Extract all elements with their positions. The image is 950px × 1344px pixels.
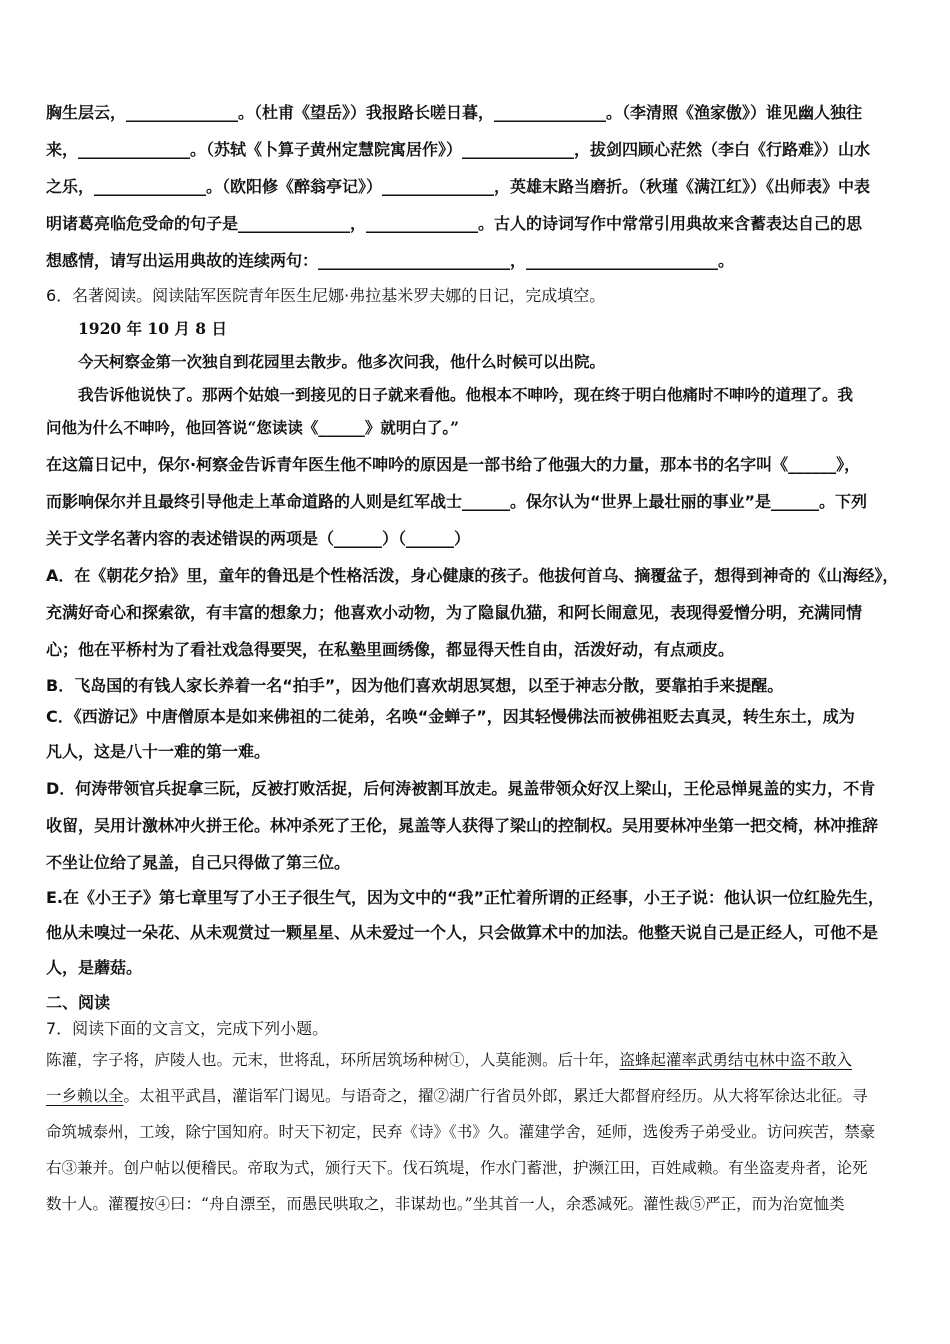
- passage-line: 右③兼并。创户帖以便稽民。帝取为式，颁行天下。伐石筑堤，作水门蓄泄，护濒江田，百姓咸赖。有坐盗麦舟者，论死: [46, 1159, 868, 1177]
- option-line: 收留，吴用计激林冲火拼王伦。林冲杀死了王伦，晁盖等人获得了梁山的控制权。吴用要林冲坐第一把交椅，林冲推辞: [46, 816, 879, 835]
- passage-line: [46, 1086, 908, 1106]
- option-line: B．飞岛国的有钱人家长养着一名“拍手”，因为他们喜欢胡思冥想，以至于神志分散，要靠拍手来提醒。: [46, 676, 784, 695]
- question-line: 关于文学名著内容的表述错误的两项是（______）（______）: [46, 529, 471, 548]
- question-line: 在这篇日记中，保尔·柯察金告诉青年医生他不呻吟的原因是一部书给了他强大的力量，那本书的名字叫《______》，: [46, 455, 861, 474]
- option-line: 凡人，这是八十一难的第一难。: [46, 742, 271, 761]
- passage-text: 陈灌，字子将，庐陵人也。元末，世将乱，环所居筑场种树①，人莫能测。后十年，: [46, 1051, 620, 1069]
- diary-date: 1920 年 10 月 8 日: [78, 319, 227, 338]
- fill-in-line: 胸生层云，______________。（杜甫《望岳》）我报路长嗟日暮，______________。（李清照《渔家傲》）谁见幽人独往: [46, 103, 863, 122]
- question-6-heading: 6．名著阅读。阅读陆军医院青年医生尼娜·弗拉基米罗夫娜的日记，完成填空。: [46, 286, 606, 305]
- option-line: 不坐让位给了晁盖，自己只得做了第三位。: [46, 853, 351, 872]
- passage-line: 命筑城泰州，工竣，除宁国知府。时天下初定，民弃《诗》《书》久。灌建学舍，延师，选俊秀子弟受业。访问疾苦，禁豪: [46, 1123, 876, 1141]
- diary-line: 今天柯察金第一次独自到花园里去散步。他多次问我，他什么时候可以出院。: [78, 352, 606, 371]
- underlined-sentence: 一乡赖以全: [46, 1087, 124, 1105]
- option-line: 充满好奇心和探索欲，有丰富的想象力；他喜欢小动物，为了隐鼠仇猫，和阿长闹意见，表现得爱憎分明，充满同情: [46, 603, 863, 622]
- section-heading: 二、阅读: [46, 993, 111, 1012]
- option-line: 他从未嗅过一朵花、从未观赏过一颗星星、从未爱过一个人，只会做算术中的加法。他整天说自己是正经人，可他不是: [46, 923, 879, 942]
- option-line: 心；他在平桥村为了看社戏急得要哭，在私塾里画绣像，都显得天性自由，活泼好动，有点顽皮。: [46, 640, 735, 659]
- passage-line: 数十人。灌覆按④曰：“舟自漂至，而愚民哄取之，非谋劫也。”坐其首一人，余悉减死。灌性裁⑤严正，而为治宽恤类: [46, 1195, 845, 1213]
- question-7-heading: 7．阅读下面的文言文，完成下列小题。: [46, 1019, 329, 1038]
- passage-line: [46, 1050, 908, 1070]
- question-line: 而影响保尔并且最终引导他走上革命道路的人则是红军战士______。保尔认为“世界上最壮丽的事业”是______。下列: [46, 492, 868, 511]
- diary-line: 我告诉他说快了。那两个姑娘一到接见的日子就来看他。他根本不呻吟，现在终于明白他痛时不呻吟的道理了。我: [78, 385, 854, 404]
- diary-line: 问他为什么不呻吟，他回答说“您读读《______》就明白了。”: [46, 418, 460, 437]
- underlined-sentence: 盗蜂起灌率武勇结屯林中盗不敢入: [619, 1051, 853, 1069]
- option-line: D．何涛带领官兵捉拿三阮，反被打败活捉，后何涛被割耳放走。晁盖带领众好汉上梁山，王伦忌惮晁盖的实力，不肯: [46, 779, 876, 798]
- option-line: C．《西游记》中唐僧原本是如来佛祖的二徒弟，名唤“金蝉子”，因其轻慢佛法而被佛祖贬去真灵，转生东土，成为: [46, 707, 855, 726]
- fill-in-line: 想感情，请写出运用典故的连续两句：________________________，________________________。: [46, 251, 735, 270]
- option-line: 人，是蘑菇。: [46, 958, 143, 977]
- passage-text: 。太祖平武昌，灌诣军门谒见。与语奇之，擢②湖广行省员外郎，累迁大都督府经历。从大将军徐达北征。寻: [123, 1087, 868, 1105]
- fill-in-line: 之乐，______________。（欧阳修《醉翁亭记》）______________，英雄末路当磨折。（秋瑾《满江红》）《出师表》中表: [46, 177, 871, 196]
- option-line: E.在《小王子》第七章里写了小王子很生气，因为文中的“我”正忙着所谓的正经事，小王子说：他认识一位红脸先生，: [46, 888, 885, 907]
- option-line: A．在《朝花夕拾》里，童年的鲁迅是个性格活泼，身心健康的孩子。他拔何首乌、摘覆盆子，想得到神奇的《山海经》，: [46, 566, 899, 585]
- fill-in-line: 来，______________。（苏轼《卜算子黄州定慧院寓居作》）______________，拔剑四顾心茫然（李白《行路难》）山水: [46, 140, 871, 159]
- fill-in-line: 明诸葛亮临危受命的句子是______________，______________。古人的诗词写作中常常引用典故来含蓄表达自己的思: [46, 214, 863, 233]
